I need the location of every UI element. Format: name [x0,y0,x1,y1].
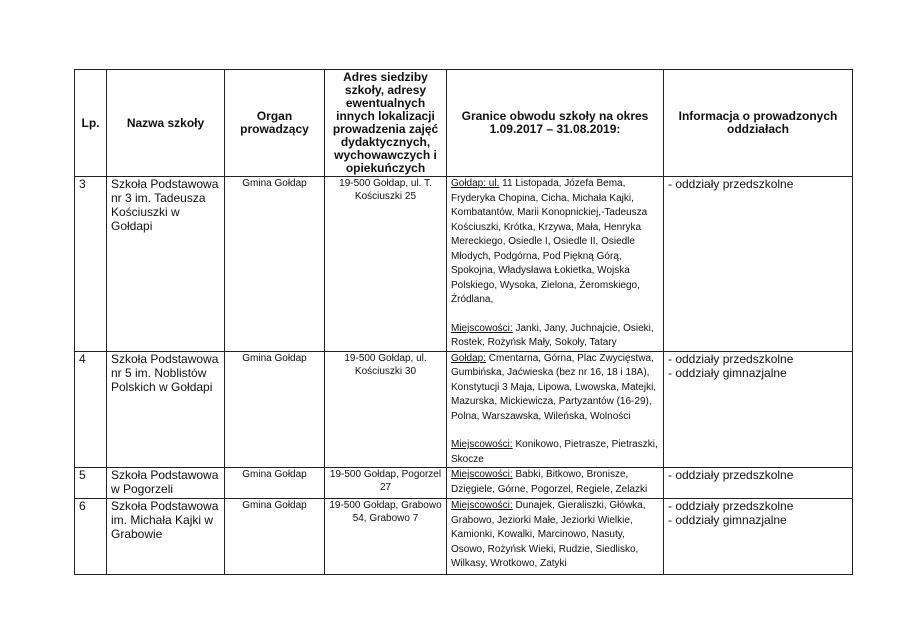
table-row [75,499,853,575]
boundary-prefix: Miejscowości: [451,469,513,480]
school-address: 19-500 Gołdap, Grabowo 54, Grabowo 7 [325,499,447,575]
boundary-prefix: Miejscowości: [451,322,513,334]
header-boundaries: Granice obwodu szkoły na okres 1.09.2017 – 31.08.2019: [447,70,664,177]
row-number: 4 [75,351,107,468]
district-boundaries [447,468,664,499]
table-row [75,351,853,468]
branch-info [664,499,853,575]
branch-item: - oddziały gimnazjalne [668,513,787,527]
school-address: 19-500 Gołdap, ul. Kościuszki 30 [325,351,447,468]
organ-name: Gmina Gołdap [225,351,325,468]
header-row [75,70,853,177]
school-name: Szkoła Podstawowa nr 5 im. Noblistów Polskich w Gołdapi [107,351,225,468]
branch-info [664,351,853,468]
branch-info [664,177,853,352]
header-info: Informacja o prowadzonych oddziałach [664,70,853,177]
school-name: Szkoła Podstawowa im. Michała Kajki w Grabowie [107,499,225,575]
organ-name: Gmina Gołdap [225,177,325,352]
header-school-name: Nazwa szkoły [107,70,225,177]
organ-name: Gmina Gołdap [225,468,325,499]
header-organ: Organ prowadzący [225,70,325,177]
school-address: 19-500 Gołdap, ul. T. Kościuszki 25 [325,177,447,352]
boundary-prefix: Gołdap: ul. [451,178,500,189]
boundary-localities: Konikowo, Pietrasze, Pietraszki, Skocze [451,439,658,465]
district-boundaries [447,351,664,468]
boundary-streets: Cmentarna, Górna, Plac Zwycięstwa, Gumbińska, Jaćwieska (bez nr 16, 18 i 18A), Konstytucji 3 Maja, Lipowa, Lwowska, Matejki, Mazurska, Mickiewicza, Partyzantów (16-29), Polna, Warszawska, Wileńska, Wolności [451,352,657,422]
school-name: Szkoła Podstawowa w Pogorzeli [107,468,225,499]
district-boundaries [447,499,664,575]
school-name: Szkoła Podstawowa nr 3 im. Tadeusza Kościuszki w Gołdapi [107,177,225,352]
branch-item: - oddziały przedszkolne [668,468,794,482]
row-number: 3 [75,177,107,352]
branch-item: - oddziały przedszkolne [668,351,794,366]
organ-name: Gmina Gołdap [225,499,325,575]
branch-item: - oddziały przedszkolne [668,177,794,191]
boundary-prefix: Gołdap: [451,352,487,364]
boundary-localities: Dunajek, Gieraliszki, Główka, Grabowo, Jeziorki Małe, Jeziorki Wielkie, Kamionki, Kowalki, Marcinowo, Nasuty, Osowo, Rożyńsk Wieki, Rudzie, Siedlisko, Wilkasy, Wrotkowo, Zatyki [451,500,646,569]
row-number: 6 [75,499,107,575]
boundary-prefix: Miejscowości: [451,500,513,511]
header-address: Adres siedziby szkoły, adresy ewentualnych innych lokalizacji prowadzenia zajęć dydaktycznych, wychowawczych i opiekuńczych [325,70,447,177]
school-address: 19-500 Gołdap, Pogorzel 27 [325,468,447,499]
header-lp: Lp. [75,70,107,177]
boundary-localities: Babki, Bitkowo, Bronisze, Dzięgiele, Górne, Pogorzel, Regiele, Zelazki [451,469,648,495]
branch-item: - oddziały przedszkolne [668,499,794,513]
branch-item: - oddziały gimnazjalne [668,365,787,380]
table-row [75,468,853,499]
row-number: 5 [75,468,107,499]
branch-info [664,468,853,499]
boundary-prefix: Miejscowości: [451,439,513,450]
district-boundaries [447,177,664,352]
table-row [75,177,853,352]
boundary-streets: 11 Listopada, Józefa Bema, Fryderyka Chopina, Cicha, Michała Kajki, Kombatantów, Marii Konopnickiej,-Tadeusza Kościuszki, Krótka, Krzywa, Mała, Henryka Mereckiego, Osiedle I, Osiedle II, Osiedle Młodych, Podgórna, Pod Piękną Górą, Spokojna, Władysława Łokietka, Wojska Polskiego, Wysoka, Zielona, Żeromskiego, Źródlana, [451,178,648,305]
boundary-localities: Janki, Jany, Juchnajcie, Osieki, Rostek, Rożyńsk Mały, Sokoły, Tatary [451,322,654,348]
school-district-table [74,69,853,575]
